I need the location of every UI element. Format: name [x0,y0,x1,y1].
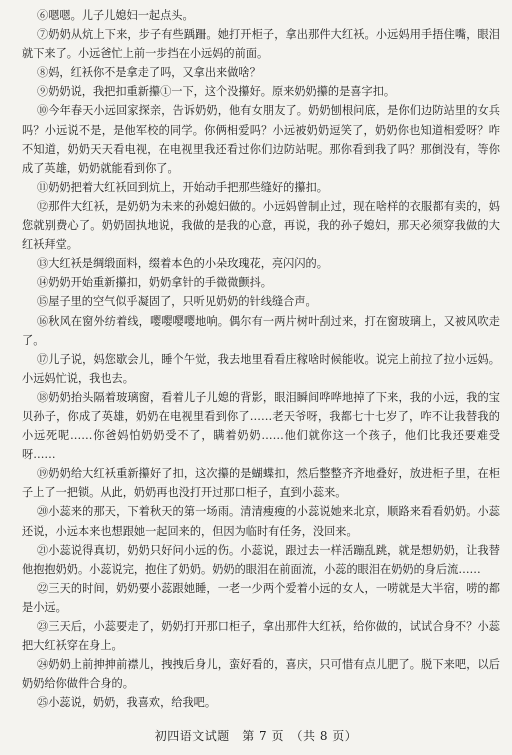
paragraph-21: ㉑小蕊说得真切，奶奶只好问小远的伤。小蕊说，跟过去一样活蹦乱跳，就是想奶奶，让我替他抱抱奶奶。小蕊说完，抱住了奶奶。奶奶的眼泪在前面流，小蕊的眼泪在奶奶的身后流…… [22,543,500,576]
paragraph-7: ⑦奶奶从炕上下来，步子有些踽跚。她打开柜子，拿出那件大红袄。小远妈用手捂住嘴，眼泪就下来了。小远爸忙上前一步挡在小远妈的前面。 [22,28,500,61]
paragraph-11: ⑪奶奶把着大红袄回到炕上，开始动手把那些缝好的攥扣。 [37,180,328,194]
paragraph-9: ⑨奶奶说，我把扣重新攥①一下，这个没攥好。原来奶奶攥的是喜字扣。 [37,85,396,99]
paragraph-8: ⑧妈，红袄你不是拿走了吗，又拿出来做啥？ [37,66,261,80]
page-footer: 初四语文试题 第 7 页 （共 8 页） [154,729,358,743]
paragraph-12: ⑫那件大红袄，是奶奶为未来的孙媳妇做的。小远妈曾制止过，现在啥样的衣服都有卖的，妈您就别费心了。奶奶固执地说，我做的是我的心意，再说，我的孙子媳妇，那天必须穿我做的大红袄拜堂。 [22,199,500,252]
paragraph-17: ⑰儿子说，妈您歇会儿，睡个午觉，我去地里看看庄稼啥时候能收。说完上前拉了拉小远妈。小远妈忙说，我也去。 [22,352,500,385]
paragraph-20: ⑳小蕊来的那天，下着秋天的第一场雨。清清瘦瘦的小蕊说她来北京，顺路来看看奶奶。小蕊还说，小远本来也想跟她一起回来的，但因为临时有任务，没回来。 [22,505,500,538]
paragraph-6: ⑥嗯嗯。儿子儿媳妇一起点头。 [37,9,194,22]
paragraph-19: ⑲奶奶给大红袄重新攥好了扣，这次攥的是蝴蝶扣，然后整整齐齐地叠好，放进柜子里，在柜子上了一把锁。从此，奶奶再也没打开过那口柜子，直到小蕊来。 [22,467,500,500]
paragraph-14: ⑭奶奶开始重新攥扣，奶奶拿针的手微微颤抖。 [37,276,272,290]
paragraph-13: ⑬大红袄是绸缎面料，缀着本色的小朵玫瑰花，亮闪闪的。 [37,257,328,271]
paragraph-25: ㉕小蕊说，奶奶，我喜欢，给我吧。 [37,696,217,710]
paragraph-18: ⑱奶奶抬头隔着玻璃窗，看着儿子儿媳的背影，眼泪瞬间哗哗地掉了下来，我的小远，我的宝贝孙子，你成了英雄，奶奶在电视里看到你了……老天爷呀，我都七十七岁了，咋不让我替我的小远死呢……你爸妈怕奶奶受不了，瞒着奶奶……他们就你这一个孩子，他们比我还要难受呀…… [22,390,500,462]
paragraph-24: ㉔奶奶上前抻抻前襟儿，拽拽后身儿，蛮好看的，喜庆，只可惜有点儿肥了。脱下来吧，以后奶奶给你做件合身的。 [22,658,500,691]
paragraph-22: ㉒三天的时间，奶奶要小蕊跟她睡，一老一少两个爱着小远的女人，一唠就是大半宿，唠的都是小远。 [22,581,500,614]
story-text [22,6,500,712]
paragraph-15: ⑮屋子里的空气似乎凝固了，只听见奶奶的针线缝合声。 [37,295,317,309]
paragraph-16: ⑯秋风在窗外纺着线，嘤嘤嘤嘤地响。偶尔有一两片树叶刮过来，打在窗玻璃上，又被风吹走了。 [22,314,500,347]
paragraph-10: ⑩今年春天小远回家探亲，告诉奶奶，他有女朋友了。奶奶刨根问底，是你们边防站里的女兵吗？小远说不是，是他军校的同学。你俩相爱吗？小远被奶奶逗笑了，奶奶你也知道相爱呀？咋不知道，奶奶天天看电视，在电视里我还看过你们边防站呢。那你看到我了吗？那倒没有，等你成了英雄，奶奶就能看到你了。 [22,104,500,175]
paragraph-23: ㉓三天后，小蕊要走了，奶奶打开那口柜子，拿出那件大红袄，给你做的，试试合身不？小蕊把大红袄穿在身上。 [22,620,500,653]
